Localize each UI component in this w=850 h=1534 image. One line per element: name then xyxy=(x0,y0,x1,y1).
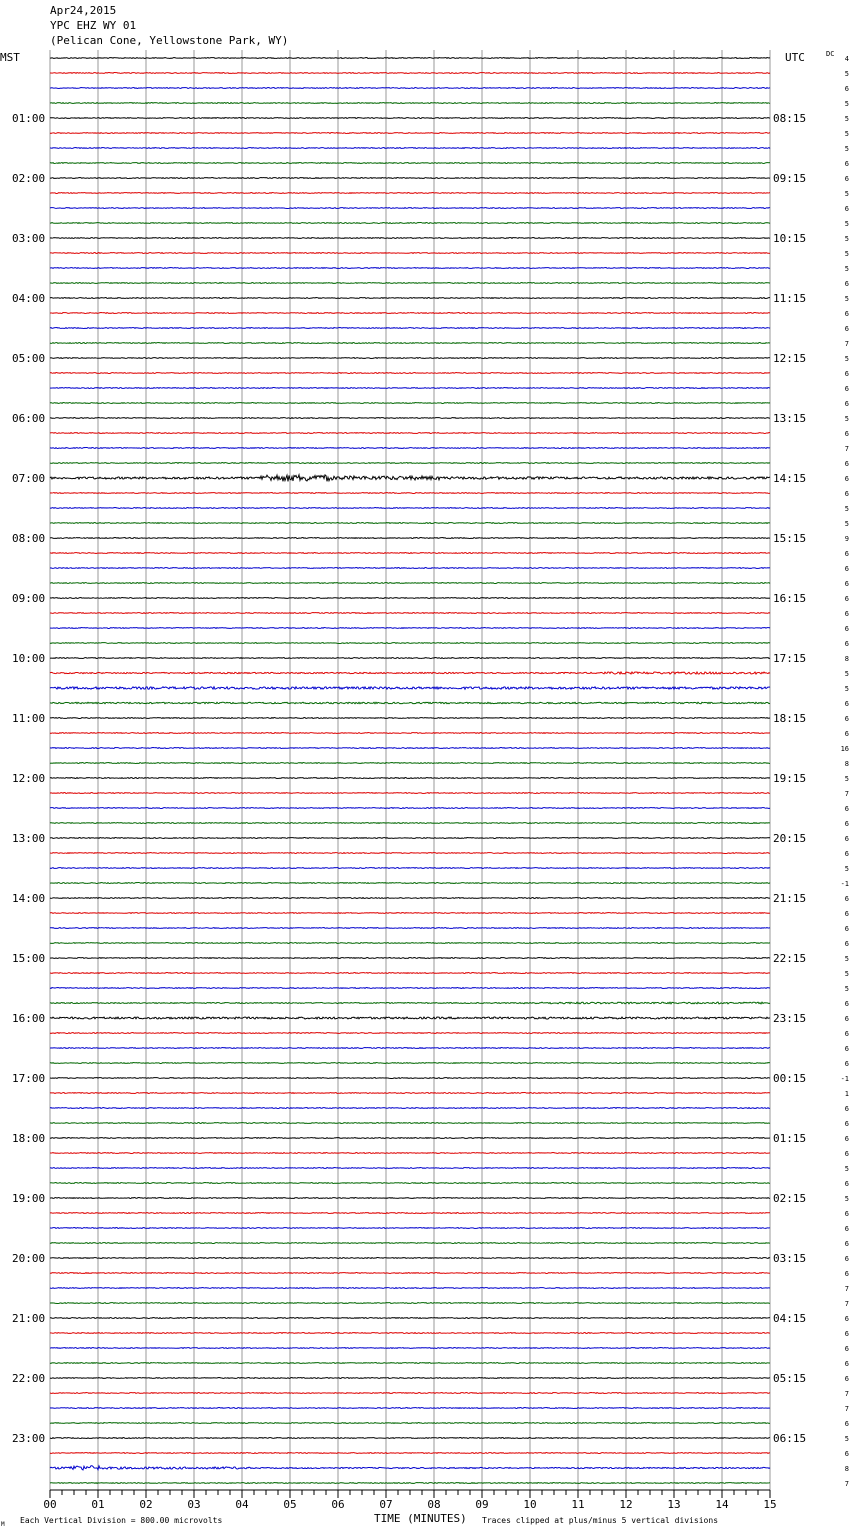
trace-79 xyxy=(50,1243,770,1244)
dc-offset-value: 5 xyxy=(844,955,849,963)
x-tick-label: 07 xyxy=(379,1498,393,1511)
hour-label-left: 08:00 xyxy=(12,532,46,545)
dc-offset-value: 5 xyxy=(844,1165,849,1173)
trace-41 xyxy=(50,672,770,674)
dc-offset-value: 5 xyxy=(844,295,849,303)
dc-offset-value: 6 xyxy=(844,940,849,948)
dc-offset-value: 6 xyxy=(844,1330,849,1338)
trace-47 xyxy=(50,763,770,764)
trace-19 xyxy=(50,343,770,344)
trace-81 xyxy=(50,1273,770,1274)
scale-note: Each Vertical Division = 800.00 microvolts xyxy=(20,1516,223,1525)
trace-34 xyxy=(50,568,770,569)
trace-7 xyxy=(50,163,770,164)
dc-offset-value: 6 xyxy=(844,850,849,858)
dc-offset-value: 6 xyxy=(844,1375,849,1383)
trace-83 xyxy=(50,1303,770,1304)
trace-53 xyxy=(50,853,770,854)
dc-offset-value: 6 xyxy=(844,895,849,903)
x-tick-label: 04 xyxy=(235,1498,249,1511)
trace-56 xyxy=(50,898,770,899)
dc-offset-value: 7 xyxy=(844,1405,849,1413)
dc-offset-value: 5 xyxy=(844,520,849,528)
hour-label-right: 22:15 xyxy=(773,952,807,965)
dc-offset-value: 5 xyxy=(844,190,849,198)
tz-right-label: UTC xyxy=(785,51,805,64)
trace-4 xyxy=(50,118,770,119)
hour-label-left: 12:00 xyxy=(12,772,46,785)
dc-offset-value: 6 xyxy=(844,1450,849,1458)
hour-label-right: 20:15 xyxy=(773,832,807,845)
dc-offset-value: 6 xyxy=(844,550,849,558)
dc-offset-value: 6 xyxy=(844,1420,849,1428)
dc-offset-value: 5 xyxy=(844,145,849,153)
trace-9 xyxy=(50,193,770,194)
trace-69 xyxy=(50,1093,770,1094)
hour-label-left: 04:00 xyxy=(12,292,46,305)
x-tick-label: 06 xyxy=(331,1498,345,1511)
hour-label-right: 08:15 xyxy=(773,112,807,125)
hour-label-right: 09:15 xyxy=(773,172,807,185)
dc-offset-value: 6 xyxy=(844,1225,849,1233)
trace-88 xyxy=(50,1378,770,1379)
dc-offset-value: 6 xyxy=(844,370,849,378)
trace-13 xyxy=(50,253,770,254)
trace-23 xyxy=(50,403,770,404)
trace-73 xyxy=(50,1153,770,1154)
x-tick-label: 15 xyxy=(763,1498,777,1511)
trace-82 xyxy=(50,1288,770,1289)
hour-label-left: 05:00 xyxy=(12,352,46,365)
dc-offset-value: 6 xyxy=(844,610,849,618)
dc-offset-value: 6 xyxy=(844,565,849,573)
dc-offset-value: 5 xyxy=(844,130,849,138)
hour-label-right: 05:15 xyxy=(773,1372,807,1385)
x-tick-label: 10 xyxy=(523,1498,537,1511)
dc-offset-value: 6 xyxy=(844,205,849,213)
trace-91 xyxy=(50,1423,770,1424)
trace-17 xyxy=(50,313,770,314)
hour-label-right: 21:15 xyxy=(773,892,807,905)
x-tick-label: 00 xyxy=(43,1498,57,1511)
dc-offset-value: 5 xyxy=(844,505,849,513)
x-tick-label: 12 xyxy=(619,1498,633,1511)
trace-52 xyxy=(50,838,770,839)
hour-label-left: 17:00 xyxy=(12,1072,46,1085)
trace-61 xyxy=(50,973,770,974)
dc-offset-value: 5 xyxy=(844,115,849,123)
trace-16 xyxy=(50,298,770,299)
tz-left-label: MST xyxy=(0,51,20,64)
dc-offset-value: 6 xyxy=(844,805,849,813)
x-axis xyxy=(43,1490,776,1511)
trace-63 xyxy=(50,1002,770,1004)
dc-offset-value: 5 xyxy=(844,415,849,423)
header-date: Apr24,2015 xyxy=(50,4,117,17)
trace-11 xyxy=(50,223,770,224)
x-tick-label: 11 xyxy=(571,1498,585,1511)
dc-offset-value: 6 xyxy=(844,1345,849,1353)
dc-offset-value: 6 xyxy=(844,1255,849,1263)
trace-12 xyxy=(50,238,770,239)
dc-offset-value: 6 xyxy=(844,1240,849,1248)
trace-31 xyxy=(50,523,770,524)
trace-70 xyxy=(50,1108,770,1109)
trace-21 xyxy=(50,373,770,374)
dc-offset-value: 8 xyxy=(844,655,849,663)
hour-label-left: 03:00 xyxy=(12,232,46,245)
dc-offset-value: 5 xyxy=(844,670,849,678)
dc-offset-value: 6 xyxy=(844,325,849,333)
dc-offset-value: 5 xyxy=(844,1435,849,1443)
hour-label-left: 20:00 xyxy=(12,1252,46,1265)
hour-label-left: 09:00 xyxy=(12,592,46,605)
hour-label-right: 13:15 xyxy=(773,412,807,425)
hour-label-right: 02:15 xyxy=(773,1192,807,1205)
dc-offset-value: 6 xyxy=(844,1045,849,1053)
hour-label-right: 00:15 xyxy=(773,1072,807,1085)
dc-offset-value: 5 xyxy=(844,355,849,363)
hour-label-left: 06:00 xyxy=(12,412,46,425)
dc-offset-value: 7 xyxy=(844,1300,849,1308)
clip-note: Traces clipped at plus/minus 5 vertical divisions xyxy=(482,1516,719,1525)
dc-offset-value: 6 xyxy=(844,1000,849,1008)
dc-offset-value: 6 xyxy=(844,1120,849,1128)
hour-label-right: 03:15 xyxy=(773,1252,807,1265)
dc-offset-value: 7 xyxy=(844,1480,849,1488)
trace-40 xyxy=(50,658,770,659)
trace-85 xyxy=(50,1333,770,1334)
trace-55 xyxy=(50,883,770,884)
dc-offset-value: 5 xyxy=(844,220,849,228)
dc-offset-value: 6 xyxy=(844,1105,849,1113)
dc-header-label: DC xyxy=(826,50,835,58)
trace-6 xyxy=(50,148,770,149)
trace-37 xyxy=(50,613,770,614)
trace-36 xyxy=(50,598,770,599)
header-location: (Pelican Cone, Yellowstone Park, WY) xyxy=(50,34,289,47)
dc-offset-value: 6 xyxy=(844,715,849,723)
trace-95 xyxy=(50,1483,770,1484)
hour-label-right: 14:15 xyxy=(773,472,807,485)
hour-label-left: 23:00 xyxy=(12,1432,46,1445)
trace-38 xyxy=(50,628,770,629)
hour-label-left: 13:00 xyxy=(12,832,46,845)
dc-offset-value: 6 xyxy=(844,280,849,288)
trace-64 xyxy=(50,1017,770,1019)
dc-offset-value: 6 xyxy=(844,85,849,93)
trace-72 xyxy=(50,1138,770,1139)
dc-offset-value: 5 xyxy=(844,970,849,978)
hour-label-right: 11:15 xyxy=(773,292,807,305)
hour-label-right: 01:15 xyxy=(773,1132,807,1145)
trace-42 xyxy=(50,687,770,689)
dc-offset-value: 8 xyxy=(844,760,849,768)
dc-offset-value: 6 xyxy=(844,1180,849,1188)
hour-label-left: 22:00 xyxy=(12,1372,46,1385)
dc-offset-value: 6 xyxy=(844,175,849,183)
dc-offset-value: 6 xyxy=(844,1210,849,1218)
trace-35 xyxy=(50,583,770,584)
dc-offset-value: 6 xyxy=(844,1135,849,1143)
trace-30 xyxy=(50,508,770,509)
trace-58 xyxy=(50,928,770,929)
hour-label-right: 10:15 xyxy=(773,232,807,245)
hour-label-left: 02:00 xyxy=(12,172,46,185)
trace-22 xyxy=(50,388,770,389)
hour-label-right: 04:15 xyxy=(773,1312,807,1325)
trace-50 xyxy=(50,808,770,809)
trace-20 xyxy=(50,358,770,359)
x-tick-label: 09 xyxy=(475,1498,489,1511)
x-tick-label: 02 xyxy=(139,1498,153,1511)
trace-86 xyxy=(50,1348,770,1349)
trace-46 xyxy=(50,748,770,749)
hour-label-right: 18:15 xyxy=(773,712,807,725)
trace-66 xyxy=(50,1048,770,1049)
trace-24 xyxy=(50,418,770,419)
trace-18 xyxy=(50,328,770,329)
trace-1 xyxy=(50,73,770,74)
x-tick-label: 01 xyxy=(91,1498,105,1511)
trace-90 xyxy=(50,1408,770,1409)
dc-offset-value: 5 xyxy=(844,1195,849,1203)
trace-25 xyxy=(50,433,770,434)
trace-5 xyxy=(50,133,770,134)
trace-54 xyxy=(50,868,770,869)
trace-77 xyxy=(50,1213,770,1214)
hour-label-left: 19:00 xyxy=(12,1192,46,1205)
dc-offset-value: 6 xyxy=(844,385,849,393)
hour-label-left: 21:00 xyxy=(12,1312,46,1325)
trace-60 xyxy=(50,958,770,959)
dc-offset-value: 6 xyxy=(844,1015,849,1023)
trace-93 xyxy=(50,1453,770,1454)
trace-76 xyxy=(50,1198,770,1199)
dc-offset-value: 6 xyxy=(844,580,849,588)
trace-2 xyxy=(50,88,770,89)
dc-offset-value: 5 xyxy=(844,985,849,993)
trace-28 xyxy=(50,475,770,482)
trace-74 xyxy=(50,1168,770,1169)
x-tick-label: 14 xyxy=(715,1498,729,1511)
hour-label-right: 19:15 xyxy=(773,772,807,785)
trace-32 xyxy=(50,538,770,539)
dc-offset-value: 5 xyxy=(844,70,849,78)
dc-offset-value: 5 xyxy=(844,265,849,273)
trace-8 xyxy=(50,178,770,179)
dc-offset-value: 6 xyxy=(844,625,849,633)
x-tick-label: 05 xyxy=(283,1498,297,1511)
dc-offset-value: 6 xyxy=(844,835,849,843)
trace-26 xyxy=(50,448,770,449)
dc-offset-value: 6 xyxy=(844,1270,849,1278)
dc-offset-value: 6 xyxy=(844,160,849,168)
trace-44 xyxy=(50,718,770,719)
dc-offset-value: 6 xyxy=(844,460,849,468)
trace-0 xyxy=(50,58,770,59)
dc-offset-value: 6 xyxy=(844,490,849,498)
dc-offset-value: 5 xyxy=(844,865,849,873)
dc-offset-value: 6 xyxy=(844,430,849,438)
trace-29 xyxy=(50,493,770,494)
hour-label-left: 15:00 xyxy=(12,952,46,965)
dc-offset-value: 7 xyxy=(844,1285,849,1293)
trace-10 xyxy=(50,208,770,209)
x-tick-label: 08 xyxy=(427,1498,441,1511)
dc-offset-value: 7 xyxy=(844,340,849,348)
trace-87 xyxy=(50,1363,770,1364)
hour-label-left: 07:00 xyxy=(12,472,46,485)
x-axis-title: TIME (MINUTES) xyxy=(374,1512,467,1525)
dc-offset-value: 7 xyxy=(844,1390,849,1398)
dc-offset-value: 6 xyxy=(844,595,849,603)
minute-grid xyxy=(50,50,770,1490)
dc-offset-value: 4 xyxy=(844,55,849,63)
dc-offset-value: 6 xyxy=(844,640,849,648)
trace-59 xyxy=(50,943,770,944)
hour-label-left: 14:00 xyxy=(12,892,46,905)
dc-offset-value: 6 xyxy=(844,700,849,708)
trace-group xyxy=(50,58,770,1484)
trace-75 xyxy=(50,1183,770,1184)
corner-mark: M xyxy=(1,1521,5,1528)
dc-offset-value: 9 xyxy=(844,535,849,543)
dc-offset-value: 5 xyxy=(844,250,849,258)
dc-offset-value: 7 xyxy=(844,445,849,453)
hour-label-left: 11:00 xyxy=(12,712,46,725)
trace-92 xyxy=(50,1438,770,1439)
trace-71 xyxy=(50,1123,770,1124)
hour-label-right: 23:15 xyxy=(773,1012,807,1025)
hour-label-left: 01:00 xyxy=(12,112,46,125)
trace-43 xyxy=(50,702,770,704)
trace-67 xyxy=(50,1063,770,1064)
hour-label-right: 15:15 xyxy=(773,532,807,545)
x-tick-label: 03 xyxy=(187,1498,201,1511)
trace-68 xyxy=(50,1078,770,1079)
dc-offset-value: 6 xyxy=(844,310,849,318)
hour-label-right: 17:15 xyxy=(773,652,807,665)
dc-offset-value: 6 xyxy=(844,1360,849,1368)
dc-offset-value: 5 xyxy=(844,685,849,693)
dc-offset-value: 6 xyxy=(844,1060,849,1068)
dc-offset-value: -1 xyxy=(840,880,849,888)
trace-84 xyxy=(50,1318,770,1319)
dc-offset-value: 5 xyxy=(844,100,849,108)
dc-offset-value: 6 xyxy=(844,475,849,483)
dc-offset-value: 8 xyxy=(844,1465,849,1473)
dc-offset-value: 5 xyxy=(844,235,849,243)
trace-15 xyxy=(50,283,770,284)
dc-offset-value: 6 xyxy=(844,1030,849,1038)
trace-57 xyxy=(50,913,770,914)
trace-78 xyxy=(50,1228,770,1229)
hour-label-right: 06:15 xyxy=(773,1432,807,1445)
trace-89 xyxy=(50,1393,770,1394)
dc-offset-value: 6 xyxy=(844,820,849,828)
dc-offset-value: -1 xyxy=(840,1075,849,1083)
hour-label-right: 16:15 xyxy=(773,592,807,605)
trace-49 xyxy=(50,793,770,794)
trace-45 xyxy=(50,733,770,734)
dc-offset-value: 6 xyxy=(844,1150,849,1158)
dc-offset-value: 6 xyxy=(844,910,849,918)
dc-offset-value: 1 xyxy=(844,1090,849,1098)
dc-offset-value: 6 xyxy=(844,1315,849,1323)
dc-offset-value: 5 xyxy=(844,775,849,783)
hour-label-left: 10:00 xyxy=(12,652,46,665)
header-station: YPC EHZ WY 01 xyxy=(50,19,137,32)
trace-62 xyxy=(50,988,770,989)
trace-80 xyxy=(50,1258,770,1259)
dc-offset-value: 6 xyxy=(844,400,849,408)
trace-94 xyxy=(50,1466,770,1470)
trace-3 xyxy=(50,103,770,104)
dc-offset-value: 6 xyxy=(844,925,849,933)
hour-label-left: 16:00 xyxy=(12,1012,46,1025)
dc-offset-value: 7 xyxy=(844,790,849,798)
trace-51 xyxy=(50,823,770,824)
hour-label-right: 12:15 xyxy=(773,352,807,365)
dc-offset-value: 16 xyxy=(840,745,849,753)
trace-14 xyxy=(50,268,770,269)
trace-27 xyxy=(50,463,770,464)
x-tick-label: 13 xyxy=(667,1498,681,1511)
trace-33 xyxy=(50,553,770,554)
hour-label-left: 18:00 xyxy=(12,1132,46,1145)
dc-offset-value: 6 xyxy=(844,730,849,738)
trace-65 xyxy=(50,1033,770,1034)
trace-48 xyxy=(50,778,770,779)
trace-39 xyxy=(50,643,770,644)
